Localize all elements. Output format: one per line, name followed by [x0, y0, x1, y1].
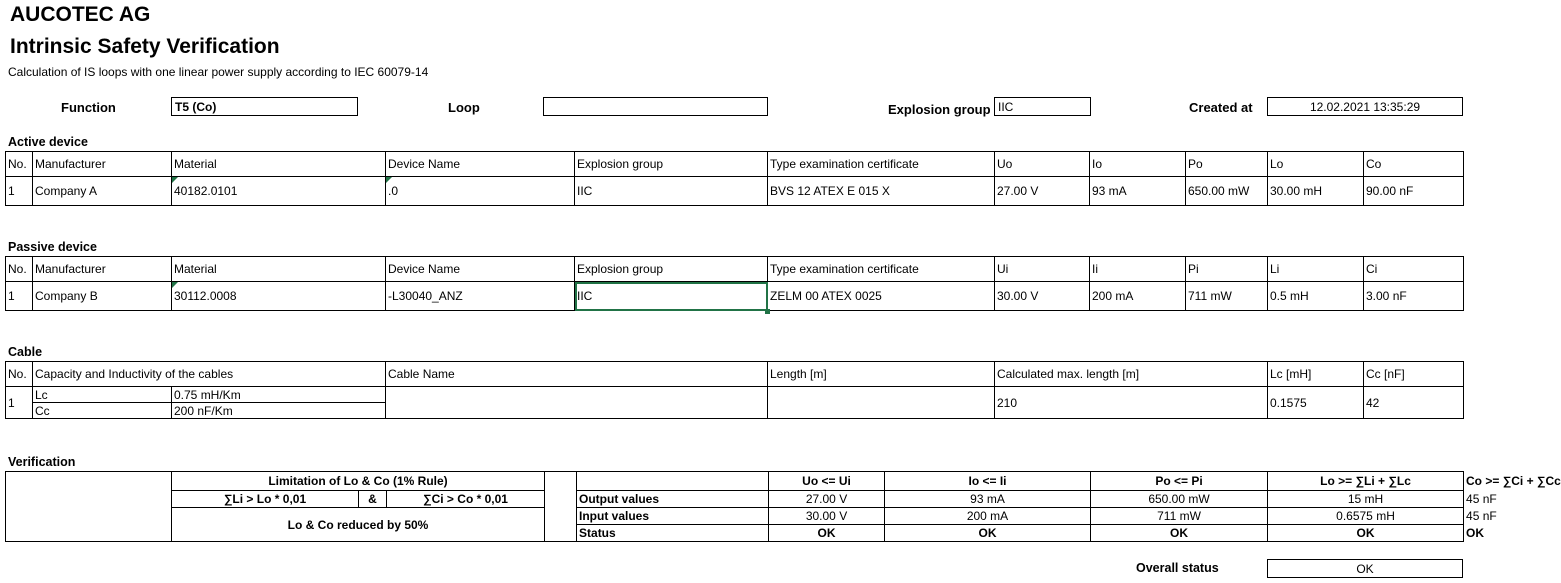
passive-device-table [5, 256, 1464, 311]
created-at-label: Created at [1189, 100, 1253, 115]
table-cell[interactable]: 27.00 V [995, 177, 1090, 206]
cable-heading: Cable [8, 345, 43, 359]
empty-cell [6, 472, 172, 542]
table-cell[interactable]: Lc [33, 387, 172, 403]
table-cell[interactable]: 200 mA [1090, 282, 1186, 311]
function-field[interactable]: T5 (Co) [171, 97, 358, 116]
table-cell[interactable]: IIC [575, 177, 768, 206]
empty-cell [577, 472, 769, 491]
selected-cell[interactable]: IIC [575, 282, 768, 311]
table-cell[interactable] [768, 387, 995, 419]
table-cell[interactable]: 30.00 mH [1268, 177, 1364, 206]
header-cell[interactable]: Calculated max. length [m] [995, 362, 1268, 387]
header-cell[interactable]: Ci [1364, 257, 1464, 282]
table-cell[interactable]: 30.00 V [995, 282, 1090, 311]
header-cell[interactable]: Pi [1186, 257, 1268, 282]
limitation-title[interactable]: Limitation of Lo & Co (1% Rule) [172, 472, 545, 491]
output-value[interactable]: 93 mA [885, 491, 1091, 508]
rule-li[interactable]: ∑Li > Lo * 0,01 [172, 491, 359, 508]
header-cell[interactable]: Explosion group [575, 152, 768, 177]
table-cell[interactable]: 30112.0008 [172, 282, 386, 311]
header-cell[interactable]: Cc [nF] [1364, 362, 1464, 387]
cable-table [5, 361, 1464, 419]
input-value[interactable]: 30.00 V [769, 508, 885, 525]
header-cell[interactable]: Co [1364, 152, 1464, 177]
check-header[interactable]: Lo >= ∑Li + ∑Lc [1268, 472, 1464, 491]
table-cell[interactable]: 1 [6, 282, 33, 311]
status-value[interactable]: OK [769, 525, 885, 542]
table-cell[interactable]: 42 [1364, 387, 1464, 419]
header-cell[interactable]: Ii [1090, 257, 1186, 282]
output-value[interactable]: 15 mH [1268, 491, 1464, 508]
active-device-table [5, 151, 1464, 206]
header-cell[interactable]: No. [6, 257, 33, 282]
table-cell[interactable]: 0.5 mH [1268, 282, 1364, 311]
function-label: Function [61, 100, 116, 115]
output-row: ∑Li > Lo * 0,01 & ∑Ci > Co * 0,01 Output values 27.00 V 93 mA 650.00 mW 15 mH 45 nF [6, 491, 1464, 508]
selection-fill-handle[interactable] [765, 309, 770, 314]
table-cell[interactable]: 0.75 mH/Km [172, 387, 386, 403]
table-cell[interactable]: 3.00 nF [1364, 282, 1464, 311]
status-value[interactable]: OK [1091, 525, 1268, 542]
header-cell[interactable]: Explosion group [575, 257, 768, 282]
header-cell[interactable]: Uo [995, 152, 1090, 177]
header-cell[interactable]: Device Name [386, 257, 575, 282]
table-cell[interactable]: ZELM 00 ATEX 0025 [768, 282, 995, 311]
output-values-label: Output values [577, 491, 769, 508]
spacer-cell [545, 472, 577, 542]
output-value[interactable]: 650.00 mW [1091, 491, 1268, 508]
header-cell[interactable]: Length [m] [768, 362, 995, 387]
explosion-group-field[interactable]: IIC [994, 97, 1091, 116]
table-cell[interactable] [386, 387, 768, 419]
output-value[interactable]: 27.00 V [769, 491, 885, 508]
table-row [6, 282, 1464, 311]
table-cell[interactable]: 90.00 nF [1364, 177, 1464, 206]
verification-heading: Verification [8, 455, 76, 469]
input-value[interactable]: 200 mA [885, 508, 1091, 525]
loop-field[interactable] [543, 97, 768, 116]
rule-amp: & [359, 491, 387, 508]
table-cell[interactable]: 711 mW [1186, 282, 1268, 311]
table-cell[interactable]: 650.00 mW [1186, 177, 1268, 206]
status-label: Status [577, 525, 769, 542]
table-cell[interactable]: -L30040_ANZ [386, 282, 575, 311]
overall-status-label: Overall status [1136, 561, 1219, 575]
passive-device-heading: Passive device [8, 240, 97, 254]
header-cell[interactable]: No. [6, 152, 33, 177]
company-name: AUCOTEC AG [10, 3, 151, 26]
header-cell[interactable]: Material [172, 257, 386, 282]
header-cell[interactable]: Device Name [386, 152, 575, 177]
verification-header-row: Limitation of Lo & Co (1% Rule) Uo <= Ui Io <= Ii Po <= Pi Lo >= ∑Li + ∑Lc Co >= ∑Ci + ∑Cc [6, 472, 1464, 491]
loop-label: Loop [448, 100, 480, 115]
table-header-row [6, 362, 1464, 387]
overall-status-field[interactable]: OK [1267, 559, 1463, 578]
check-header[interactable]: Io <= Ii [885, 472, 1091, 491]
table-cell[interactable]: 0.1575 [1268, 387, 1364, 419]
table-cell[interactable]: 210 [995, 387, 1268, 419]
page-title: Intrinsic Safety Verification [10, 35, 280, 58]
header-cell[interactable]: Li [1268, 257, 1364, 282]
status-row: Status OK OK OK OK OK [6, 525, 1464, 542]
header-cell[interactable]: Po [1186, 152, 1268, 177]
rule-ci[interactable]: ∑Ci > Co * 0,01 [387, 491, 545, 508]
header-cell[interactable]: No. [6, 362, 33, 387]
check-header[interactable]: Po <= Pi [1091, 472, 1268, 491]
header-cell[interactable]: Ui [995, 257, 1090, 282]
header-cell[interactable]: Lo [1268, 152, 1364, 177]
input-row: Lo & Co reduced by 50% Input values 30.00 V 200 mA 711 mW 0.6575 mH 45 nF [6, 508, 1464, 525]
explosion-group-label: Explosion group [888, 102, 991, 117]
header-cell[interactable]: Manufacturer [33, 257, 172, 282]
table-cell[interactable]: Cc [33, 403, 172, 419]
header-cell[interactable]: Capacity and Inductivity of the cables [33, 362, 386, 387]
header-cell[interactable]: Lc [mH] [1268, 362, 1364, 387]
table-cell[interactable]: Company A [33, 177, 172, 206]
page-subtitle: Calculation of IS loops with one linear power supply according to IEC 60079-14 [8, 65, 429, 79]
check-header[interactable]: Uo <= Ui [769, 472, 885, 491]
table-cell[interactable]: 1 [6, 387, 33, 419]
table-cell[interactable]: Company B [33, 282, 172, 311]
input-values-label: Input values [577, 508, 769, 525]
header-cell[interactable]: Manufacturer [33, 152, 172, 177]
status-value[interactable]: OK [885, 525, 1091, 542]
table-cell[interactable]: .0 [386, 177, 575, 206]
table-cell[interactable]: 200 nF/Km [172, 403, 386, 419]
reduced-note[interactable]: Lo & Co reduced by 50% [172, 508, 545, 542]
table-header-row [6, 152, 1464, 177]
header-cell[interactable]: Cable Name [386, 362, 768, 387]
status-value[interactable]: OK [1268, 525, 1464, 542]
table-row [6, 177, 1464, 206]
verification-table [5, 471, 1561, 542]
header-cell[interactable]: Io [1090, 152, 1186, 177]
input-value[interactable]: 711 mW [1091, 508, 1268, 525]
table-cell[interactable]: 1 [6, 177, 33, 206]
created-at-field[interactable]: 12.02.2021 13:35:29 [1267, 97, 1463, 116]
input-value[interactable]: 0.6575 mH [1268, 508, 1464, 525]
header-cell[interactable]: Material [172, 152, 386, 177]
table-cell[interactable]: 40182.0101 [172, 177, 386, 206]
table-cell[interactable]: BVS 12 ATEX E 015 X [768, 177, 995, 206]
header-cell[interactable]: Type examination certificate [768, 152, 995, 177]
table-cell[interactable]: 93 mA [1090, 177, 1186, 206]
header-cell[interactable]: Type examination certificate [768, 257, 995, 282]
table-header-row [6, 257, 1464, 282]
active-device-heading: Active device [8, 135, 88, 149]
table-row [6, 387, 1464, 403]
